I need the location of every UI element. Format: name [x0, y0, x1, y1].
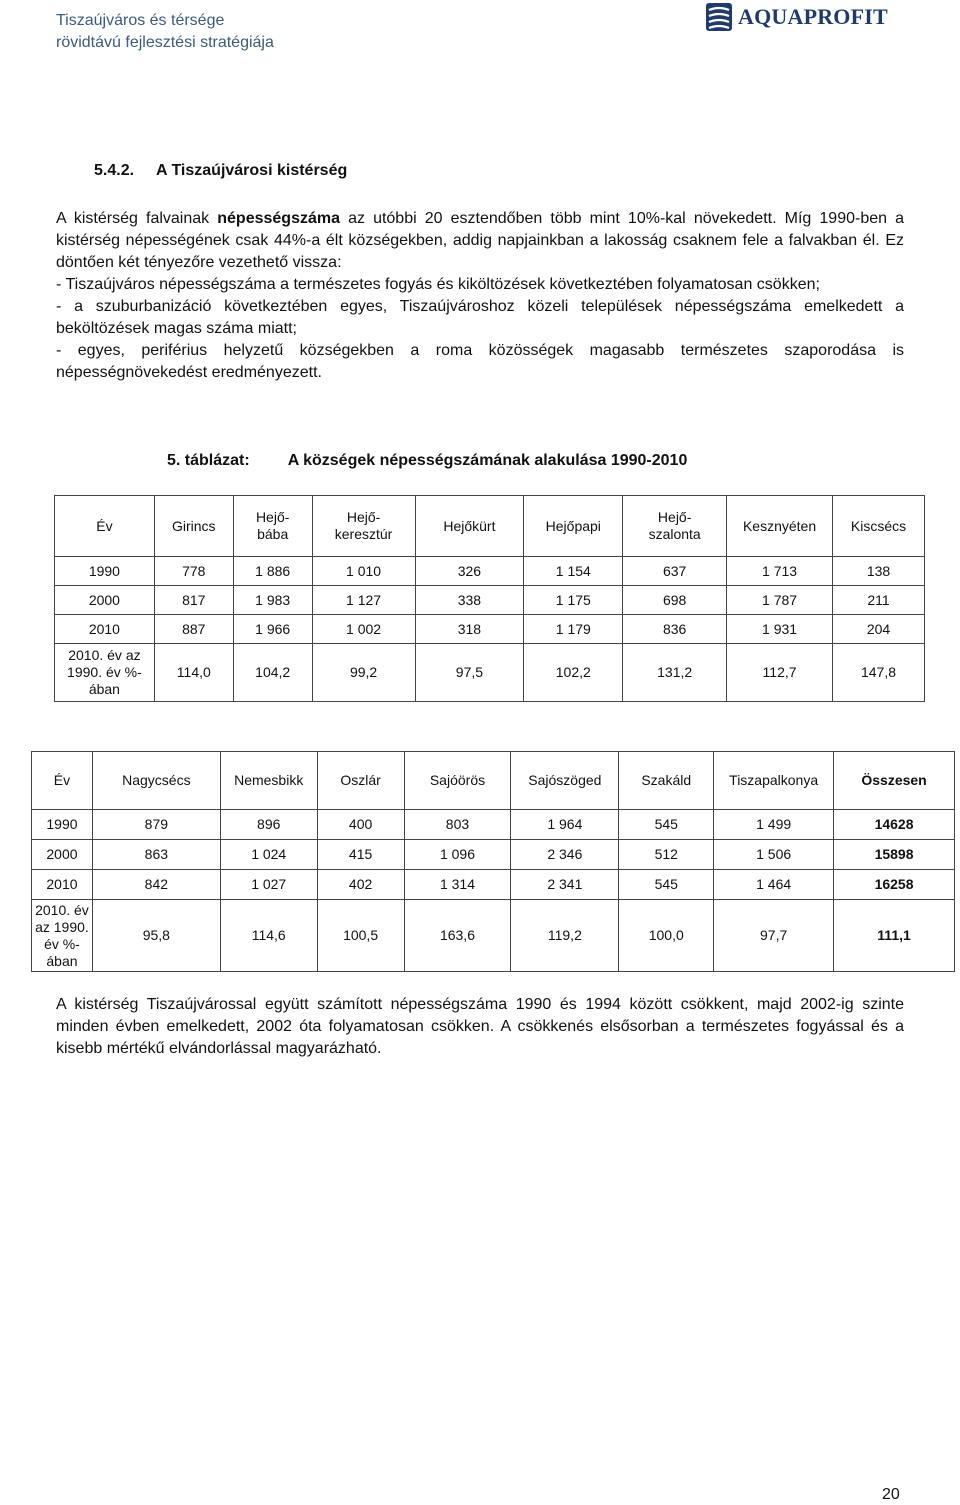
intro-text	[56, 208, 904, 384]
header-line-2: rövidtávú fejlesztési stratégiája	[56, 34, 274, 51]
table-cell: 778	[154, 557, 233, 586]
table-cell: 2 341	[511, 870, 619, 900]
table-cell: 545	[619, 870, 714, 900]
aquaprofit-logo-icon	[706, 3, 732, 31]
table-cell: 1 886	[233, 557, 312, 586]
header-line-1: Tiszaújváros és térsége	[56, 12, 225, 29]
table-cell: 1 027	[220, 870, 317, 900]
table-cell: 1 966	[233, 615, 312, 644]
table-cell: 338	[415, 586, 524, 615]
table-cell: 803	[404, 810, 511, 840]
table-cell: 114,0	[154, 644, 233, 702]
column-header: Sajószöged	[511, 752, 619, 810]
table-cell: 842	[92, 870, 220, 900]
row-label-cell: 2010	[32, 870, 93, 900]
table-cell: 1 179	[524, 615, 623, 644]
table-cell: 545	[619, 810, 714, 840]
table-cell: 1 127	[312, 586, 415, 615]
table-cell: 112,7	[727, 644, 833, 702]
table-cell: 104,2	[233, 644, 312, 702]
table-row	[32, 870, 955, 900]
row-label-cell: 2010. év az 1990. év %- ában	[32, 900, 93, 972]
table-cell: 637	[623, 557, 727, 586]
column-header: Hejő- bába	[233, 496, 312, 557]
table-cell: 99,2	[312, 644, 415, 702]
intro-paragraph-1	[56, 208, 904, 274]
table-cell: 147,8	[833, 644, 925, 702]
table-cell: 131,2	[623, 644, 727, 702]
table-cell: 1 931	[727, 615, 833, 644]
table-cell: 114,6	[220, 900, 317, 972]
table-cell: 1 154	[524, 557, 623, 586]
table-cell: 1 964	[511, 810, 619, 840]
table-cell: 817	[154, 586, 233, 615]
column-header: Hejőkürt	[415, 496, 524, 557]
table-cell: 119,2	[511, 900, 619, 972]
table-cell: 1 983	[233, 586, 312, 615]
table-cell: 512	[619, 840, 714, 870]
column-header: Nagycsécs	[92, 752, 220, 810]
row-label-cell: 2000	[32, 840, 93, 870]
column-header: Év	[55, 496, 155, 557]
table-cell: 863	[92, 840, 220, 870]
table-cell: 1 096	[404, 840, 511, 870]
table-cell: 1 506	[714, 840, 834, 870]
section-number: 5.4.2.	[94, 162, 135, 179]
table-cell: 402	[317, 870, 404, 900]
logo-text: AQUAPROFIT	[738, 4, 888, 29]
section-heading	[94, 162, 347, 180]
intro-paragraph-2: - Tiszaújváros népességszáma a természetes fogyás és kiköltözések következtében folyamatosan csökken;	[56, 276, 820, 293]
column-header: Nemesbikk	[220, 752, 317, 810]
table-cell: 138	[833, 557, 925, 586]
intro-text-part: A kistérség falvainak	[56, 210, 218, 227]
column-header: Hejő- szalonta	[623, 496, 727, 557]
table-row	[55, 586, 925, 615]
column-header: Kiscsécs	[833, 496, 925, 557]
table-row	[55, 615, 925, 644]
table-cell: 100,5	[317, 900, 404, 972]
table-cell: 97,5	[415, 644, 524, 702]
caption-label: 5. táblázat:	[167, 452, 250, 469]
table-cell: 1 499	[714, 810, 834, 840]
table-cell: 97,7	[714, 900, 834, 972]
table-cell: 318	[415, 615, 524, 644]
table-cell: 211	[833, 586, 925, 615]
table-row	[32, 900, 955, 972]
table-cell: 698	[623, 586, 727, 615]
caption-title: A községek népességszámának alakulása 1990-2010	[287, 452, 688, 469]
table-cell: 326	[415, 557, 524, 586]
company-logo	[706, 2, 888, 32]
column-header: Sajóörös	[404, 752, 511, 810]
document-header	[56, 10, 274, 54]
intro-paragraph-3: - a szuburbanizáció következtében egyes, Tiszaújvároshoz közeli települések népességszáma emelkedett a beköltözések magas száma miatt;	[56, 298, 904, 337]
table-cell: 163,6	[404, 900, 511, 972]
table-cell: 95,8	[92, 900, 220, 972]
table-cell: 415	[317, 840, 404, 870]
column-header: Tiszapalkonya	[714, 752, 834, 810]
table-cell: 896	[220, 810, 317, 840]
row-label-cell: 2000	[55, 586, 155, 615]
table-cell: 400	[317, 810, 404, 840]
column-header: Kesznyéten	[727, 496, 833, 557]
table-cell: 1 713	[727, 557, 833, 586]
column-header: Girincs	[154, 496, 233, 557]
row-label-cell: 2010	[55, 615, 155, 644]
column-header: Hejőpapi	[524, 496, 623, 557]
table-cell: 102,2	[524, 644, 623, 702]
table-cell: 1 787	[727, 586, 833, 615]
closing-paragraph: A kistérség Tiszaújvárossal együtt számított népességszáma 1990 és 1994 között csökkent, majd 2002-ig szinte minden évben emelkedett, 2002 óta folyamatosan csökken. A csökkenés elsősorban a természetes fogyással és a kisebb mértékű elvándorlással magyarázható.	[56, 996, 904, 1057]
table-cell: 1 024	[220, 840, 317, 870]
intro-paragraph-4: - egyes, periférius helyzetű községekben a roma közösségek magasabb természetes szaporodása is népességnövekedést eredményezett.	[56, 342, 904, 381]
table-row	[55, 644, 925, 702]
column-header: Összesen	[834, 752, 955, 810]
column-header: Hejő- keresztúr	[312, 496, 415, 557]
table-cell: 15898	[834, 840, 955, 870]
table-cell: 1 464	[714, 870, 834, 900]
table-row	[32, 840, 955, 870]
table-caption	[167, 452, 687, 470]
table-cell: 2 346	[511, 840, 619, 870]
table-row	[55, 557, 925, 586]
table-cell: 16258	[834, 870, 955, 900]
row-label-cell: 1990	[32, 810, 93, 840]
row-label-cell: 1990	[55, 557, 155, 586]
table-cell: 204	[833, 615, 925, 644]
population-table-1	[54, 495, 925, 702]
intro-text-part: az utóbbi 20 esztendőben több mint 10%-kal növekedett. Míg 1990-ben a kistérség népességének csak 44%-a élt községekben, addig napjainkban a lakosság csaknem fele a falvakban él. Ez döntően két tényezőre vezethető vissza:	[56, 210, 905, 271]
population-table-2	[31, 751, 955, 972]
table-header-row	[55, 496, 925, 557]
table-cell: 1 002	[312, 615, 415, 644]
table-cell: 111,1	[834, 900, 955, 972]
column-header: Oszlár	[317, 752, 404, 810]
table-header-row	[32, 752, 955, 810]
table-cell: 1 010	[312, 557, 415, 586]
row-label-cell: 2010. év az 1990. év %- ában	[55, 644, 155, 702]
intro-bold-term: népességszáma	[217, 210, 340, 227]
column-header: Szakáld	[619, 752, 714, 810]
section-title: A Tiszaújvárosi kistérség	[156, 162, 348, 179]
table-cell: 100,0	[619, 900, 714, 972]
column-header: Év	[32, 752, 93, 810]
table-cell: 887	[154, 615, 233, 644]
table-cell: 14628	[834, 810, 955, 840]
table-cell: 879	[92, 810, 220, 840]
page-number: 20	[882, 1486, 900, 1503]
table-row	[32, 810, 955, 840]
table-cell: 1 314	[404, 870, 511, 900]
table-cell: 1 175	[524, 586, 623, 615]
table-cell: 836	[623, 615, 727, 644]
